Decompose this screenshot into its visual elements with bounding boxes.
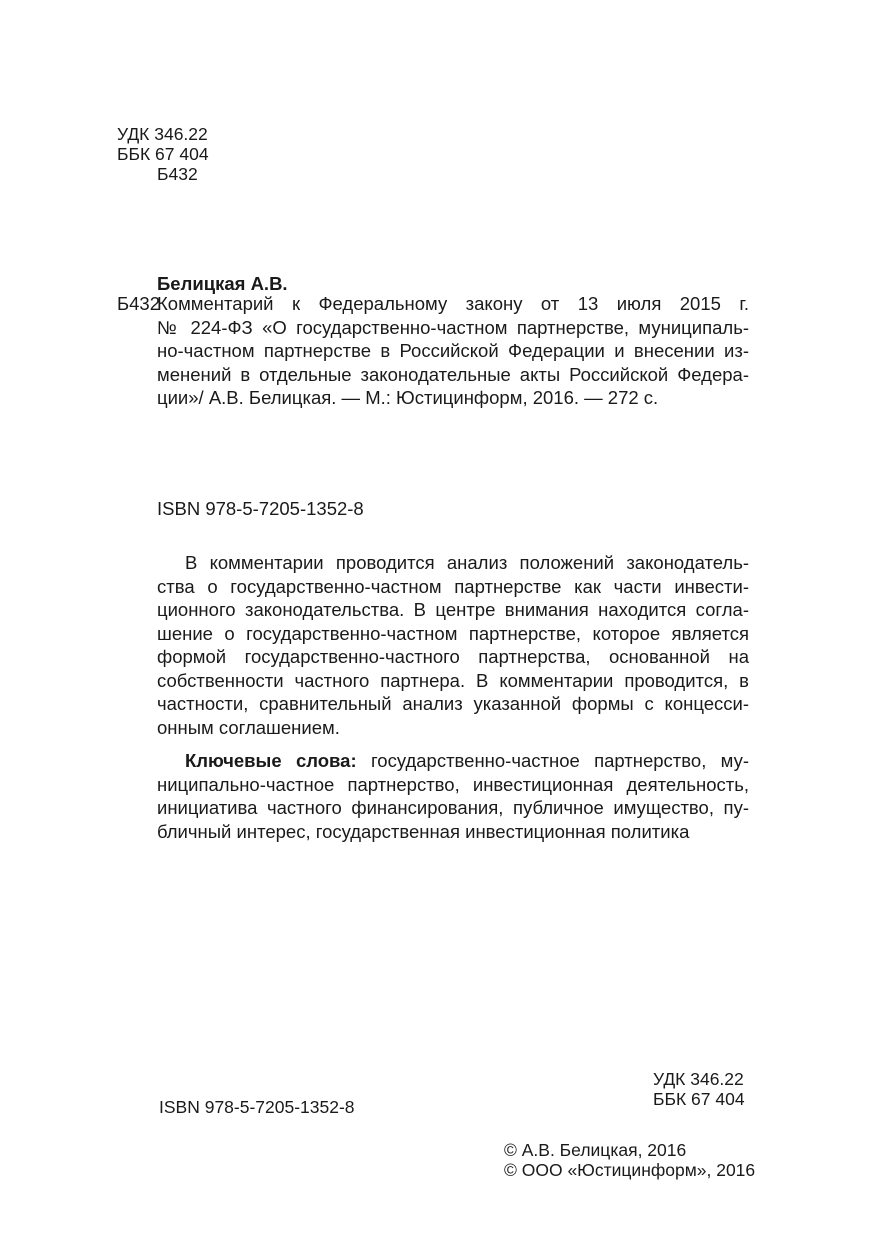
bibliographic-line: но-частном партнерстве в Российской Федерации и внесении из- xyxy=(157,340,749,361)
udk-code-bottom: УДК 346.22 xyxy=(653,1069,744,1089)
keywords-first-line-text: государственно-частное партнерство, му- xyxy=(356,750,749,771)
bibliographic-description xyxy=(117,292,749,410)
keywords-line: бличный интерес, государственная инвестиционная политика xyxy=(157,820,690,842)
bibliographic-line: Комментарий к Федеральному закону от 13 июля 2015 г. xyxy=(157,293,749,314)
keywords-label: Ключевые слова: xyxy=(185,750,357,771)
bibliographic-first-row xyxy=(117,292,749,316)
abstract-line: собственности частного партнера. В комментарии проводится, в xyxy=(157,669,749,691)
abstract-line: ционного законодательства. В центре внимания находится согла- xyxy=(157,599,749,620)
bottom-classification-block xyxy=(653,1069,749,1109)
abstract-line: онным соглашением. xyxy=(157,716,340,738)
abstract-line: ства о государственно-частном партнерстве как части инвести- xyxy=(157,575,749,597)
bibliographic-line: менений в отдельные законодательные акты Российской Федера- xyxy=(157,363,749,385)
author-name: Белицкая А.В. xyxy=(157,273,288,294)
bibliographic-row xyxy=(117,316,749,340)
keywords-line: инициатива частного финансирования, публичное имущество, пу- xyxy=(157,797,749,818)
abstract-line: формой государственно-частного партнерства, основанной на xyxy=(157,646,749,667)
copyright-author: © А.В. Белицкая, 2016 xyxy=(504,1140,687,1160)
copyright-block xyxy=(504,1140,756,1180)
bibliographic-line: ции»/ А.В. Белицкая. — М.: Юстицинформ, 2016. — 272 с. xyxy=(157,387,659,408)
isbn-bottom: ISBN 978-5-7205-1352-8 xyxy=(159,1097,355,1117)
bibliographic-row xyxy=(117,363,749,387)
abstract-paragraph xyxy=(157,551,749,739)
bibliographic-row xyxy=(117,386,749,410)
keywords-line: ниципально-частное партнерство, инвестиционная деятельность, xyxy=(157,773,749,795)
bbk-code-bottom: ББК 67 404 xyxy=(653,1089,745,1109)
abstract-line: шение о государственно-частном партнерстве, которое является xyxy=(157,622,749,644)
author-mark-code: Б432 xyxy=(157,164,198,184)
bbk-code: ББК 67 404 xyxy=(117,144,209,164)
copyright-publisher: © ООО «Юстицинформ», 2016 xyxy=(504,1160,756,1180)
udk-code: УДК 346.22 xyxy=(117,124,208,144)
abstract-line: В комментарии проводится анализ положений законодатель- xyxy=(185,552,749,573)
top-classification-block xyxy=(117,124,209,184)
keywords-first-line xyxy=(157,749,749,773)
bibliographic-code: Б432 xyxy=(117,293,161,314)
bibliographic-line: № 224-ФЗ «О государственно-частном партнерстве, муниципаль- xyxy=(157,316,749,338)
isbn-top: ISBN 978-5-7205-1352-8 xyxy=(157,498,364,519)
keywords-paragraph xyxy=(157,749,749,843)
bibliographic-row xyxy=(117,339,749,363)
abstract-line: частности, сравнительный анализ указанной формы с концесси- xyxy=(157,693,749,714)
